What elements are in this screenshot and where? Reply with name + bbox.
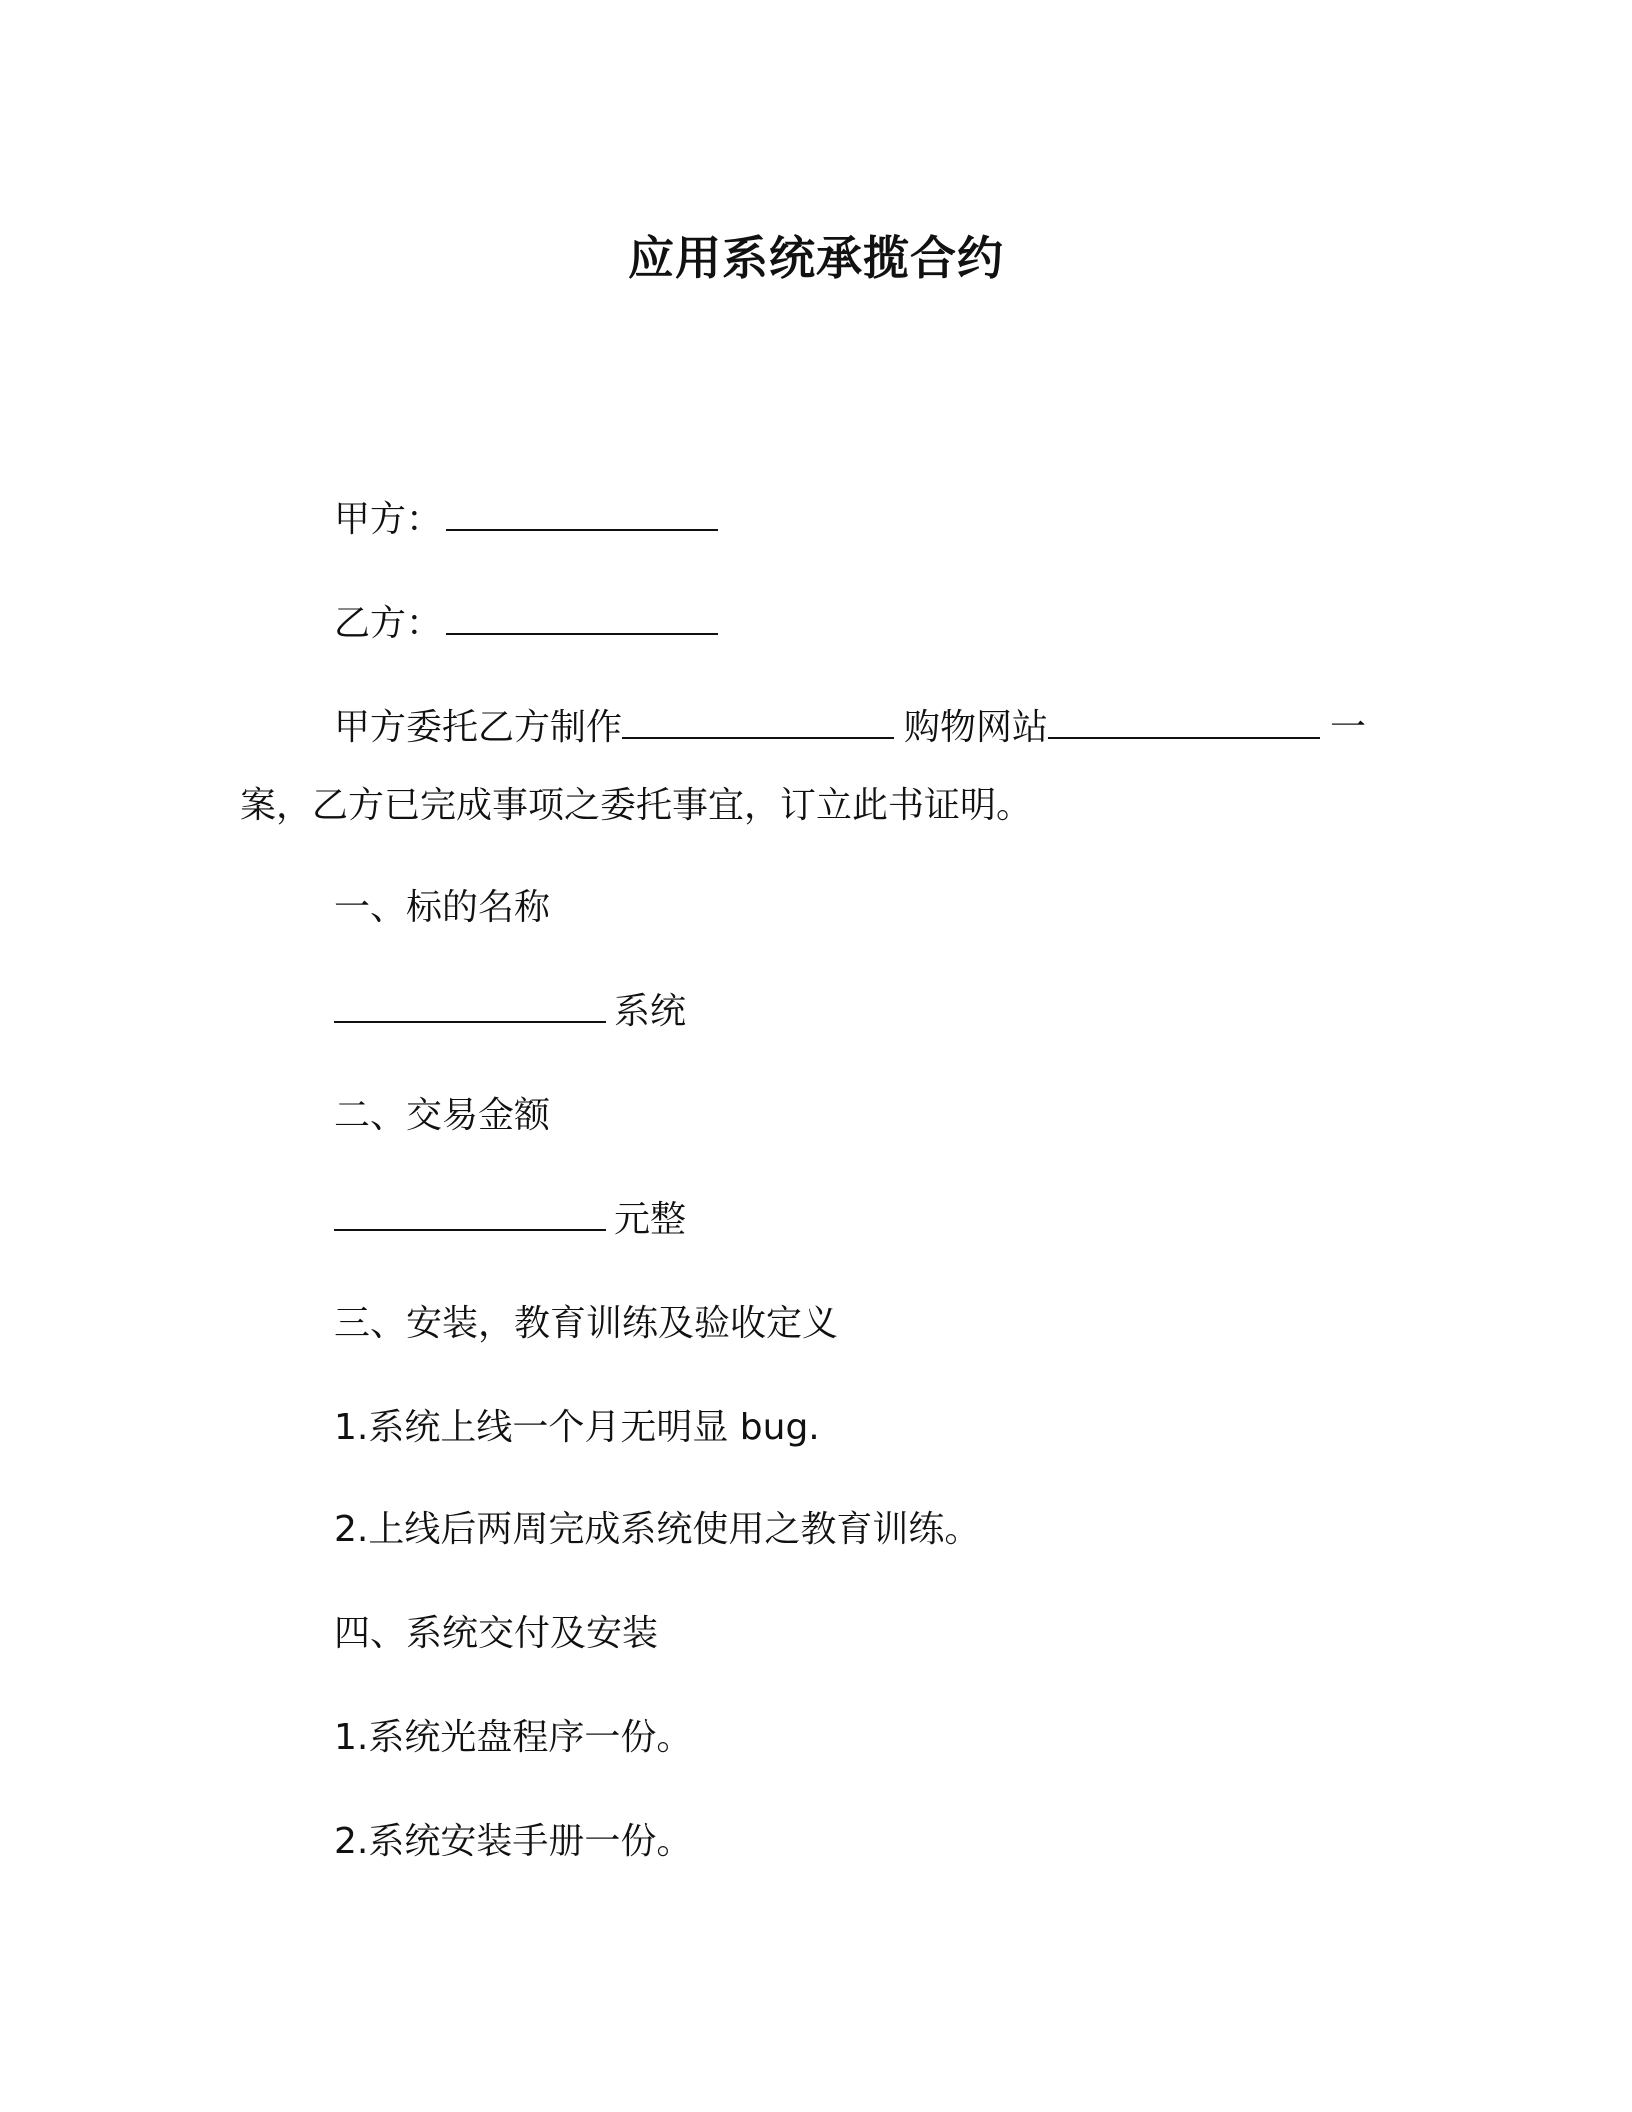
website-name-blank bbox=[1048, 707, 1320, 739]
intro-text-2: 购物网站 bbox=[904, 707, 1049, 748]
intro-text-3: 一 bbox=[1330, 707, 1367, 748]
section-2-heading: 二、交易金额 bbox=[334, 1095, 551, 1136]
intro-line-2: 案，乙方已完成事项之委托事宜，订立此书证明。 bbox=[240, 785, 1033, 826]
intro-text-1: 甲方委托乙方制作 bbox=[334, 707, 623, 748]
party-b-blank bbox=[446, 603, 718, 635]
section-3-item-1: 1.系统上线一个月无明显 bug. bbox=[334, 1407, 820, 1448]
system-name-blank bbox=[334, 991, 606, 1023]
section-2-value bbox=[334, 1198, 686, 1242]
party-a-line bbox=[334, 498, 718, 542]
intro-line-1 bbox=[334, 706, 1366, 750]
amount-blank bbox=[334, 1199, 606, 1231]
section-4-heading: 四、系统交付及安装 bbox=[334, 1613, 659, 1654]
party-a-label: 甲方： bbox=[334, 499, 443, 540]
document-title: 应用系统承揽合约 bbox=[628, 231, 1004, 285]
section-1-value bbox=[334, 990, 686, 1034]
section-3-item-2: 2.上线后两周完成系统使用之教育训练。 bbox=[334, 1509, 981, 1550]
party-a-blank bbox=[446, 499, 718, 531]
party-b-line bbox=[334, 602, 718, 646]
section-2-suffix: 元整 bbox=[614, 1199, 687, 1240]
section-4-item-2: 2.系统安装手册一份。 bbox=[334, 1821, 693, 1862]
project-name-blank bbox=[622, 707, 894, 739]
section-1-heading: 一、标的名称 bbox=[334, 887, 551, 928]
section-1-suffix: 系统 bbox=[614, 991, 687, 1032]
section-4-item-1: 1.系统光盘程序一份。 bbox=[334, 1717, 693, 1758]
section-3-heading: 三、安装，教育训练及验收定义 bbox=[334, 1303, 839, 1344]
party-b-label: 乙方： bbox=[334, 603, 443, 644]
